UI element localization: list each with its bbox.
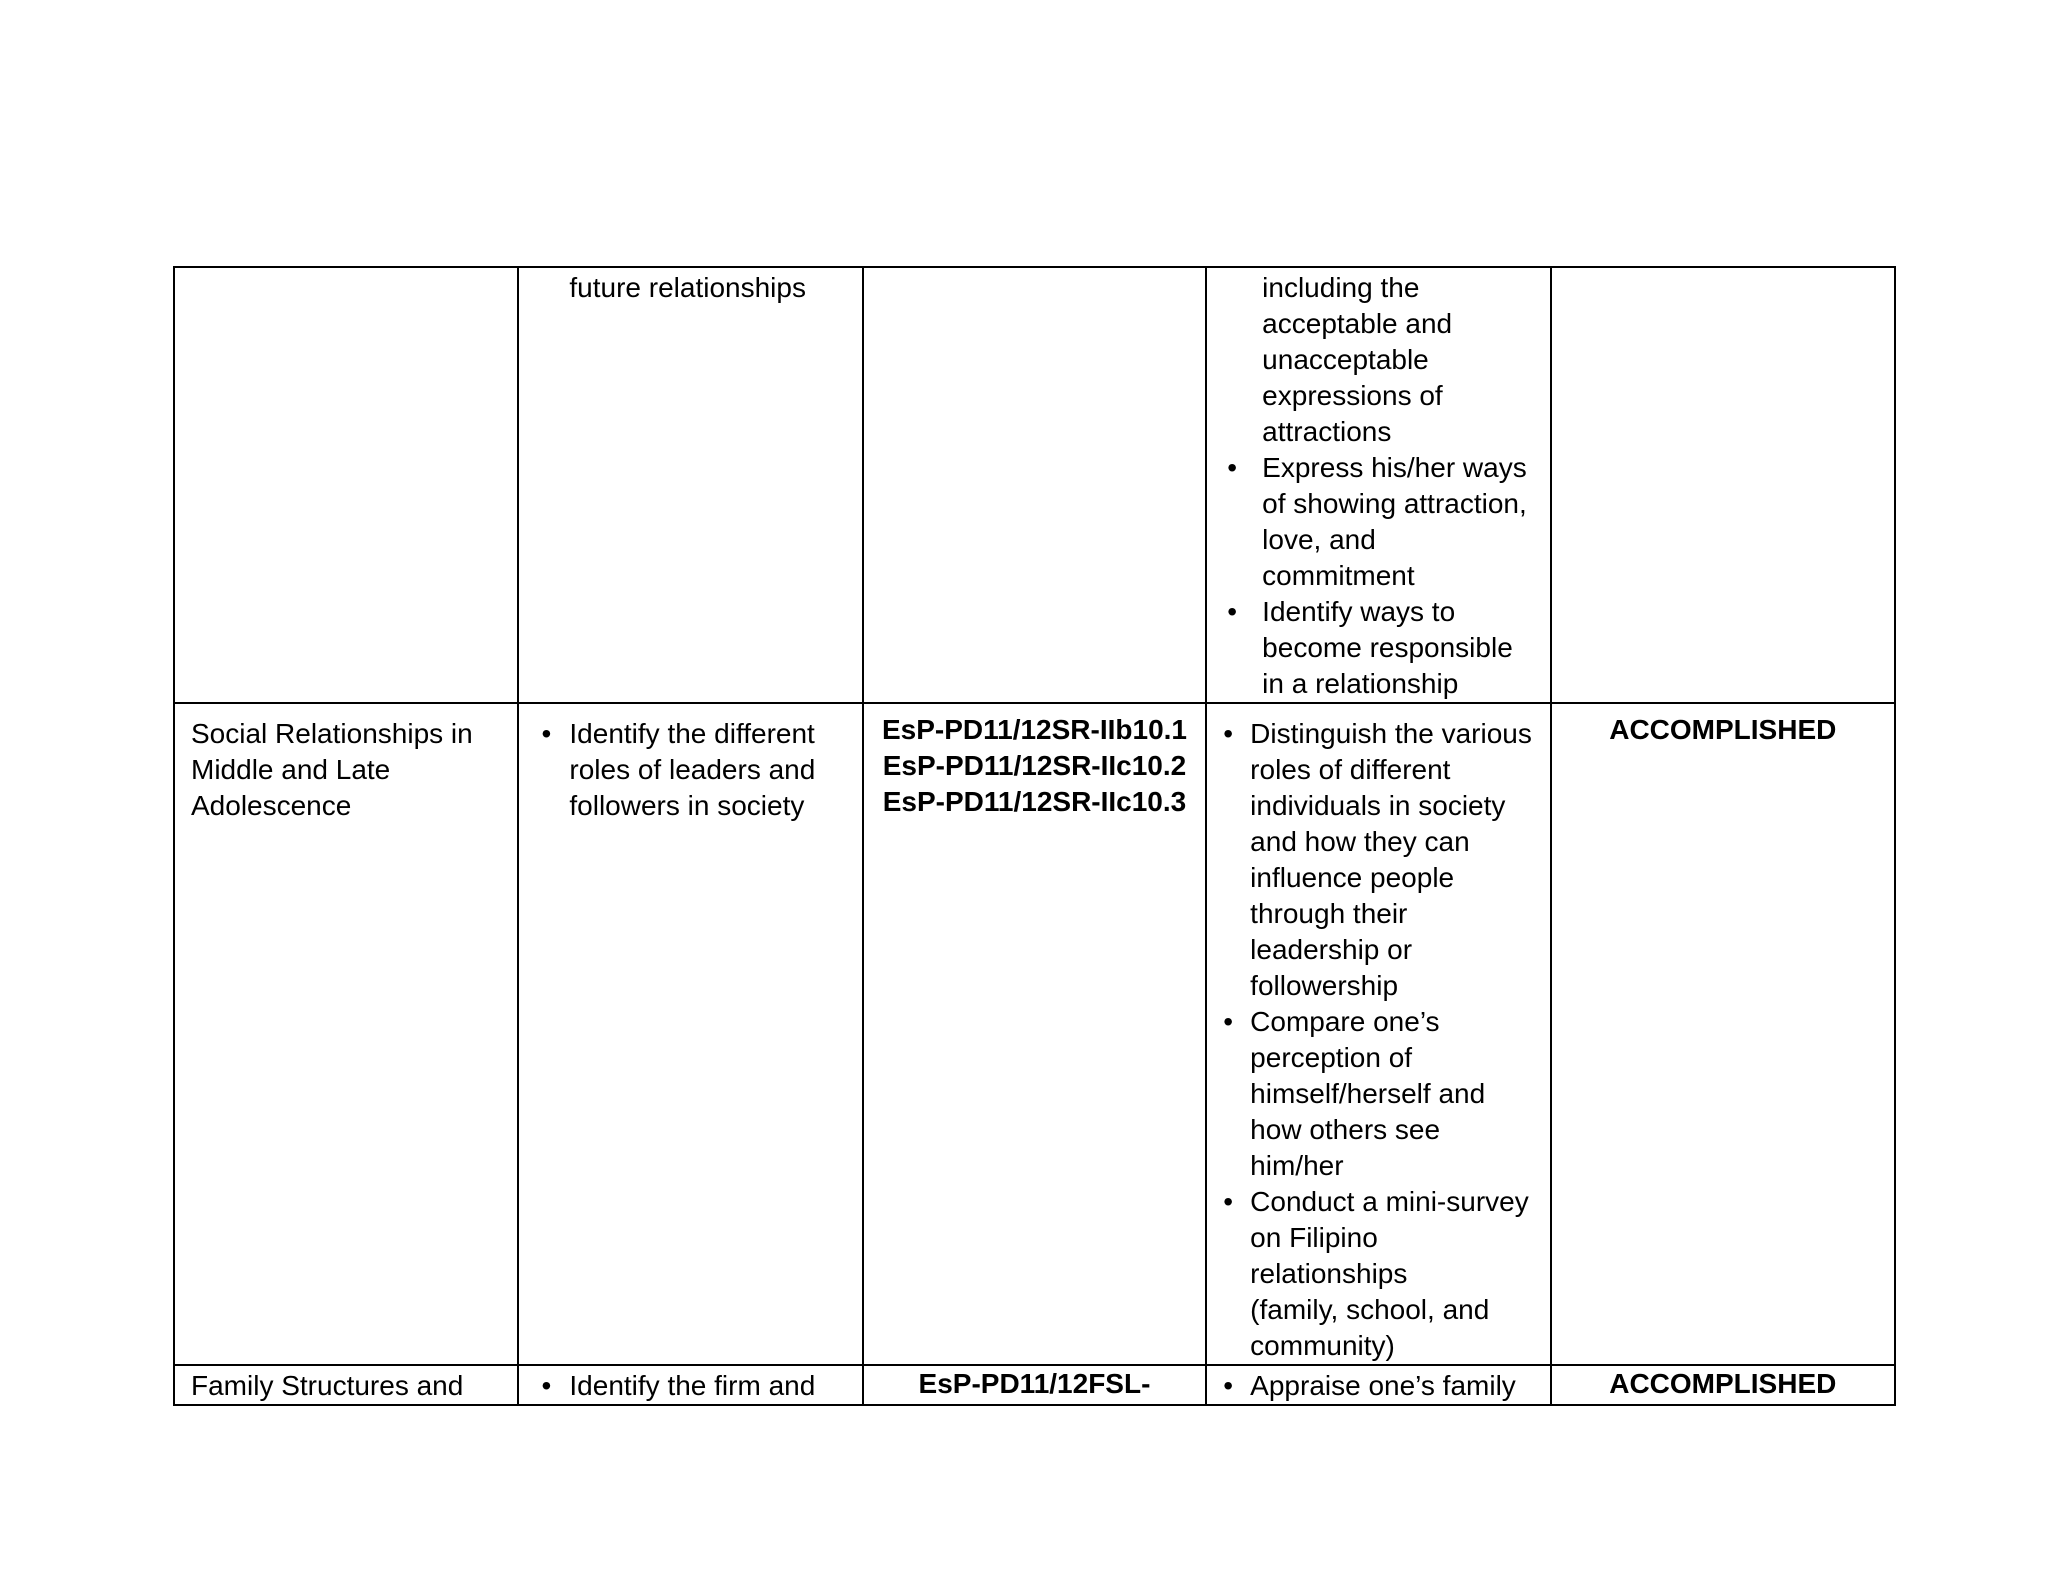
code-list xyxy=(864,704,1205,820)
activity-list xyxy=(1207,450,1549,702)
activity-cell xyxy=(1206,1365,1550,1405)
topic-cell xyxy=(174,267,518,703)
list-item: • Distinguish the various roles of different individuals in society and how they can influence people through their leadership or followership xyxy=(1219,716,1549,1004)
table-row xyxy=(174,1365,1895,1405)
table-row xyxy=(174,703,1895,1365)
list-item: • Identify ways to become responsible in a relationship xyxy=(1223,594,1549,702)
activity-continuation: including the acceptable and unacceptable expressions of attractions xyxy=(1262,272,1453,447)
learning-code: EsP-PD11/12SR-IIc10.2 xyxy=(882,750,1187,781)
bullet-icon: • xyxy=(541,718,552,749)
status-cell xyxy=(1551,267,1895,703)
curriculum-table xyxy=(173,266,1896,1406)
bullet-icon: • xyxy=(1223,718,1234,749)
bullet-icon: • xyxy=(1223,1186,1234,1217)
topic-text: Family Structures and xyxy=(191,1370,464,1401)
list-item: • Appraise one’s family xyxy=(1219,1368,1549,1404)
learning-code: EsP-PD11/12SR-IIb10.1 xyxy=(881,714,1187,745)
activity-list xyxy=(1207,1366,1549,1404)
bullet-icon: • xyxy=(1223,1006,1234,1037)
competency-continuation: future relationships xyxy=(569,272,806,303)
list-item: • Identify the firm and xyxy=(537,1368,861,1404)
learning-code: EsP-PD11/12SR-IIc10.3 xyxy=(882,786,1187,817)
bullet-icon: • xyxy=(541,1370,552,1401)
code-cell xyxy=(863,703,1206,1365)
learning-code: EsP-PD11/12FSL- xyxy=(918,1368,1151,1399)
bullet-icon: • xyxy=(1223,1370,1234,1401)
competency-list xyxy=(519,704,861,824)
topic-cell xyxy=(174,1365,518,1405)
status-label: ACCOMPLISHED xyxy=(1609,714,1837,745)
list-item: • Identify the different roles of leaders and followers in society xyxy=(537,716,861,824)
activity-cell xyxy=(1206,703,1550,1365)
code-cell xyxy=(863,267,1206,703)
activity-cell xyxy=(1206,267,1550,703)
bullet-icon: • xyxy=(1227,452,1238,483)
status-label: ACCOMPLISHED xyxy=(1609,1368,1837,1399)
competency-cell xyxy=(518,703,862,1365)
list-item: • Compare one’s perception of himself/herself and how others see him/her xyxy=(1219,1004,1549,1184)
status-cell xyxy=(1551,1365,1895,1405)
topic-cell xyxy=(174,703,518,1365)
activity-list xyxy=(1207,704,1549,1364)
competency-cell xyxy=(518,1365,862,1405)
topic-text: Social Relationships in Middle and Late Adolescence xyxy=(191,718,473,821)
list-item: • Express his/her ways of showing attraction, love, and commitment xyxy=(1223,450,1549,594)
competency-cell xyxy=(518,267,862,703)
table-row xyxy=(174,267,1895,703)
code-cell xyxy=(863,1365,1206,1405)
competency-list xyxy=(519,1366,861,1404)
status-cell xyxy=(1551,703,1895,1365)
bullet-icon: • xyxy=(1227,596,1238,627)
list-item: • Conduct a mini-survey on Filipino relationships (family, school, and community) xyxy=(1219,1184,1549,1364)
